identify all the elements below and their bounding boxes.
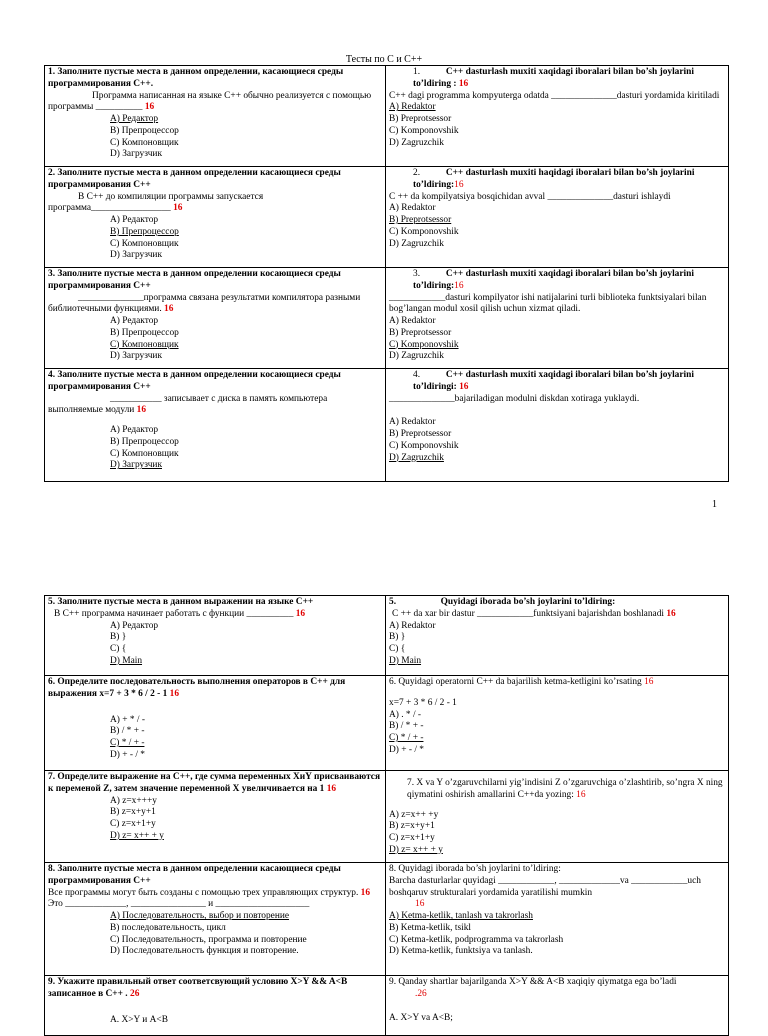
option-a: A) . * / - (389, 709, 422, 720)
option-d: D) Main (389, 655, 422, 666)
question-score: 16 (415, 899, 425, 910)
option-b: B) / * + - (389, 721, 424, 732)
question-heading: 1. C++ dasturlash muxiti xaqidagi iboralari bilan bo’sh joylarini to’ldiring : 16 (413, 67, 694, 89)
question-row (45, 863, 729, 976)
question-blanks: Это _____________, ________________ и ____________________ (48, 899, 310, 910)
option-d: D) Последовательность функция и повторение. (110, 946, 299, 957)
option-c: С) { (110, 644, 127, 654)
option-b: В) } (110, 632, 127, 643)
option-a: А) + * / - (110, 714, 145, 725)
question-heading: 4. C++ dasturlash muxiti xaqidagi iboralari bilan bo’sh joylarini to’ldiringi: 16 (413, 370, 694, 392)
question-text: ______________bajariladigan modulni diskdan xotiraga yuklaydi. (389, 393, 640, 404)
question-row (45, 268, 729, 369)
option-a: А) Редактор (110, 425, 159, 435)
option-d: D) z= x++ + y (110, 830, 164, 841)
option-d: D) Zagruzchik (389, 137, 444, 148)
option-b: В) Препроцессор (110, 125, 179, 136)
option-d: D) Загрузчик (110, 460, 162, 471)
option-d: D) Загрузчик (110, 250, 162, 261)
question-heading: 7. X va Y o’zgaruvchilarni yig’indisini Z o’zgaruvchiga o’zlashtirib, so’ngra X ning qiymatini oshirish amallarini C++da yozing: 16 (407, 778, 723, 800)
option-c: C) Komponovshik (389, 440, 459, 451)
option-c: C) Ketma-ketlik, podprogramma va takrorlash (389, 934, 564, 945)
question-text: В С++ программа начинает работать с функции __________ 16 (54, 608, 306, 619)
option-c: C) Komponovshik (389, 125, 459, 136)
option-c: С) Компоновщик (110, 448, 179, 459)
question-heading: 7. Определите выражение на С++, где сумма переменных ХиY присваиваются к переменой Z, затем значение переменной Х увеличивается на 1 16 (48, 772, 381, 794)
question-ru (45, 167, 386, 268)
option-a: A) z=x++ +y (389, 809, 439, 820)
question-ru (45, 596, 386, 676)
question-text: C ++ da kompilyatsiya bosqichidan avval ______________dasturi ishlaydi (389, 191, 671, 202)
option-a: A. X>Y va A<B; (389, 1012, 453, 1023)
question-uz (386, 596, 729, 676)
option-d: D) Zagruzchik (389, 452, 444, 463)
question-text: Программа написанная на языке С++ обычно реализуется с помощью программы __________ 16 (48, 90, 372, 113)
question-text: Все программы могут быть созданы с помощью трех управляющих структур. 16 (48, 887, 371, 898)
option-d: D) z= x++ + y (389, 844, 443, 855)
option-a: А) Редактор (110, 114, 159, 124)
question-row (45, 369, 729, 482)
option-c: C) z=x+1+y (389, 833, 435, 843)
option-b: B) Ketma-ketlik, tsikl (389, 922, 472, 933)
expression: x=7 + 3 * 6 / 2 - 1 (389, 697, 457, 708)
question-row (45, 976, 729, 1036)
question-text: C++ dagi programma kompyuterga odatda ______________dasturi yordamida kiritiladi (389, 90, 720, 101)
option-d: D) Zagruzchik (389, 351, 444, 362)
question-ru (45, 268, 386, 369)
option-a: A) Redaktor (389, 102, 436, 113)
option-c: С) Компоновщик (110, 238, 179, 249)
option-b: B) Preprotsessor (389, 215, 452, 225)
question-text: C ++ da xar bir dastur ____________funktsiyani bajarishdan boshlanadi 16 (392, 608, 676, 619)
question-ru (45, 976, 386, 1036)
test-table-page1 (44, 65, 729, 482)
question-uz (386, 66, 729, 167)
option-b: В) z=x+y+1 (110, 807, 156, 818)
test-table-page2 (44, 595, 729, 1036)
question-text: Barcha dasturlarlar quyidagi ____________, _____________va ____________uch boshqaruv strukturalari yordamida yaratilishi mumkin (389, 875, 701, 898)
option-a: А. Х>Y и A<B (110, 1014, 168, 1025)
option-a: А) Редактор (110, 316, 159, 326)
option-b: B) Preprotsessor (389, 429, 452, 439)
question-heading: 8. Quyidagi iborada bo’sh joylarini to’ldiring: (389, 864, 561, 874)
option-b: В) Препроцессор (110, 327, 179, 338)
option-a: A) Redaktor (389, 316, 436, 326)
option-d: D) Загрузчик (110, 351, 162, 362)
option-c: С) z=x+1+y (110, 819, 156, 829)
question-uz (386, 167, 729, 268)
question-heading: 3. Заполните пустые места в данном определении косающиеся среды программирования С++ (48, 269, 341, 291)
option-a: A) Redaktor (389, 417, 436, 428)
question-heading: 9. Qanday shartlar bajarilganda X>Y && A<B xaqiqiy qiymatga ega bo’ladi .26 (389, 977, 677, 999)
question-heading: 3. C++ dasturlash muxiti xaqidagi iboralari bilan bo’sh joylarini to’ldiring:16 (413, 269, 694, 291)
question-heading: 2. C++ dasturlash muxiti haqidagi iboralari bilan bo’sh joylarini to’ldiring:16 (413, 168, 695, 190)
option-a: А) Редактор (110, 215, 159, 225)
question-heading: 6. Определите последовательность выполнения операторов в С++ для выражения x=7 + 3 * 6 / 2 - 1 16 (48, 677, 346, 699)
option-c: C) Komponovshik (389, 339, 459, 350)
question-ru (45, 66, 386, 167)
option-a: А) Редактор (110, 620, 159, 631)
option-b: B) } (389, 632, 406, 643)
question-heading: 8. Заполните пустые места в данном определении касающиеся среды программирования С++ (48, 864, 341, 886)
option-b: В) / * + - (110, 726, 145, 737)
question-uz (386, 676, 729, 771)
question-uz (386, 976, 729, 1036)
option-a: A) Redaktor (389, 203, 436, 214)
option-a: A) Ketma-ketlik, tanlash va takrorlash (389, 911, 533, 921)
question-heading: 1. Заполните пустые места в данном определении, касающиеся среды программирования С++. (48, 67, 344, 89)
question-row (45, 167, 729, 268)
option-b: B) Preprotsessor (389, 114, 452, 124)
option-d: D) Zagruzchik (389, 238, 444, 249)
question-text: ______________программа связана результатми компилятора разными библиотечными функциями. 16 (48, 292, 361, 315)
question-ru (45, 863, 386, 976)
question-heading: 5. Quyidagi iborada bo’sh joylarini to’ldiring: (389, 597, 616, 607)
option-b: В) Препроцессор (110, 226, 179, 237)
option-b: В) Препроцессор (110, 436, 179, 447)
question-heading: 5. Заполните пустые места в данном выражении на языке С++ (48, 597, 314, 607)
option-c: C) { (389, 644, 406, 654)
question-text: В С++ до компиляции программы запускается программа_________________ 16 (48, 191, 264, 214)
option-a: A) Redaktor (389, 620, 436, 631)
option-c: С) Последовательность, программа и повторение (110, 934, 307, 945)
question-text: ____________dasturi kompilyator ishi natijalarini turli biblioteka funktsiyalari bilan bog’langan modul xosil qilish uchun xizmat qiladi. (389, 292, 707, 315)
page-number: 1 (712, 499, 717, 510)
option-d: D) + - / * (389, 744, 424, 755)
question-ru (45, 771, 386, 863)
option-c: C) Komponovshik (389, 226, 459, 237)
question-row (45, 596, 729, 676)
question-uz (386, 369, 729, 482)
question-uz (386, 268, 729, 369)
question-text: ___________ записывает с диска в память компьютера выполняемые модули 16 (48, 393, 328, 416)
option-b: B) z=x+y+1 (389, 821, 435, 832)
question-row (45, 771, 729, 863)
question-uz (386, 863, 729, 976)
question-heading: 4. Заполните пустые места в данном определении косающиеся среды программирования С++ (48, 370, 341, 392)
question-ru (45, 676, 386, 771)
question-row (45, 676, 729, 771)
option-a: А) z=x+++y (110, 795, 157, 806)
option-d: D) + - / * (110, 749, 145, 760)
option-c: С) Компоновщик (110, 339, 179, 350)
option-c: C) * / + - (389, 733, 424, 743)
question-heading: 2. Заполните пустые места в данном определении касающиеся среды программирования С++ (48, 168, 341, 190)
option-b: В) последовательность, цикл (110, 922, 226, 933)
question-heading: 9. Укажите правильный ответ соответсвующий условию Х>Y && A<B записанное в С++ . 26 (48, 977, 348, 999)
option-a: А) Последовательность, выбор и повторение (110, 911, 290, 921)
option-d: D) Загрузчик (110, 149, 162, 160)
question-uz (386, 771, 729, 863)
question-row (45, 66, 729, 167)
question-ru (45, 369, 386, 482)
option-c: С) * / + - (110, 738, 145, 748)
page-title: Тесты по С и С++ (345, 54, 423, 65)
option-c: С) Компоновщик (110, 137, 179, 148)
option-d: D) Ketma-ketlik, funktsiya va tanlash. (389, 946, 533, 957)
option-b: B) Preprotsessor (389, 327, 452, 338)
option-d: D) Main (110, 655, 143, 666)
question-heading: 6. Quyidagi operatorni C++ da bajarilish ketma-ketligini ko’rsating 16 (389, 677, 654, 687)
